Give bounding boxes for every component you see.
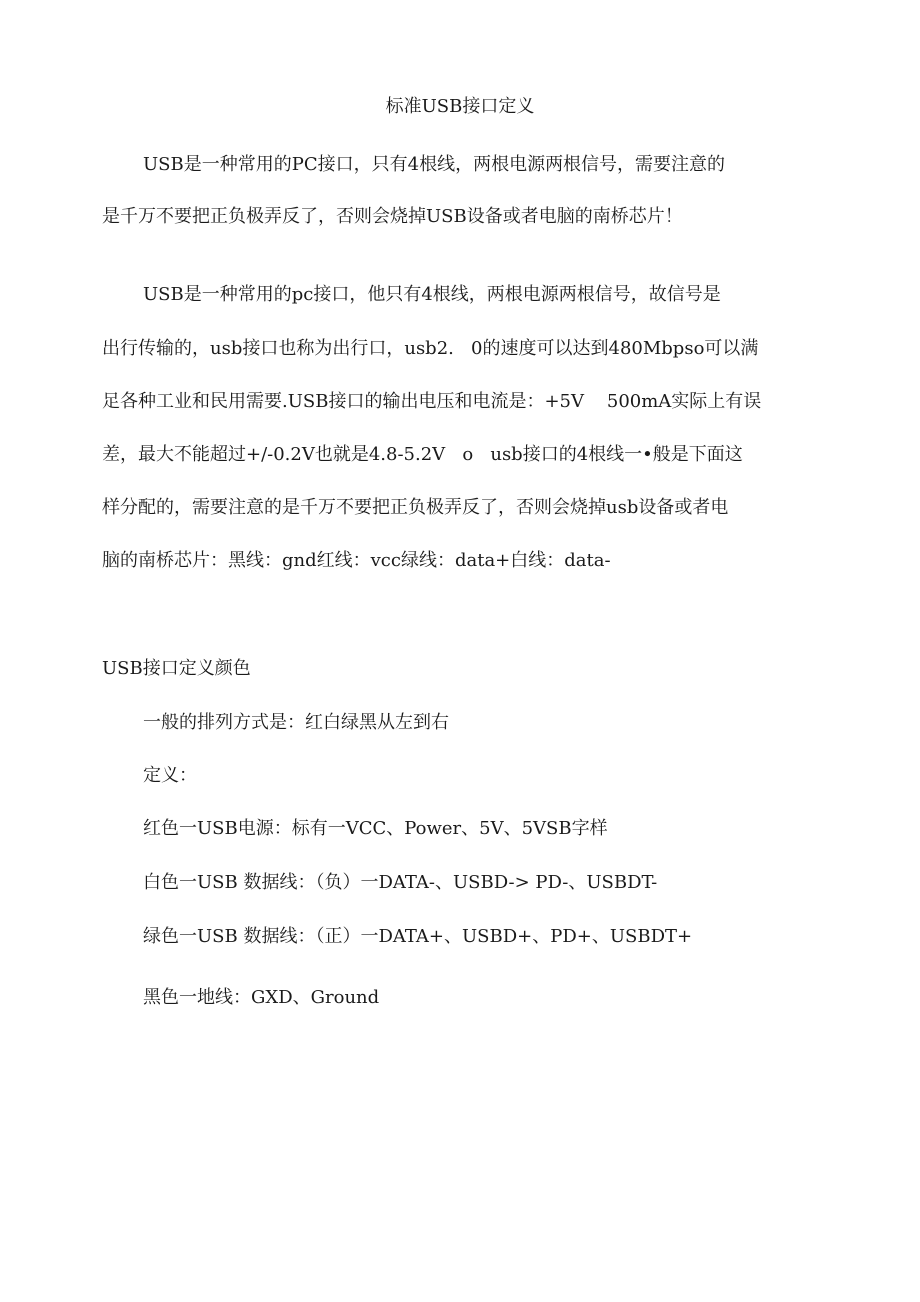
section-heading: USB接口定义颜色 [102,658,251,679]
list-item: 绿色一USB 数据线：（正）一DATA+、USBD+、PD+、USBDT+ [143,926,693,947]
list-item: 白色一USB 数据线：（负）一DATA-、USBD-> PD-、USBDT- [143,872,658,893]
paragraph-line: USB是一种常用的PC接口，只有4根线，两根电源两根信号，需要注意的 [143,154,726,175]
paragraph-line: 是千万不要把正负极弄反了，否则会烧掉USB设备或者电脑的南桥芯片！ [102,206,683,227]
list-item: 红色一USB电源：标有一VCC、Power、5V、5VSB字样 [143,818,608,839]
paragraph-line: 差，最大不能超过+/-0.2V也就是4.8-5.2V o usb接口的4根线一•般是下面这 [102,444,743,465]
paragraph-line: 脑的南桥芯片：黑线：gnd红线：vcc绿线：data+白线：data- [102,550,611,571]
paragraph-line: 样分配的，需要注意的是千万不要把正负极弄反了，否则会烧掉usb设备或者电 [102,497,729,518]
paragraph-line: USB是一种常用的pc接口，他只有4根线，两根电源两根信号，故信号是 [143,284,721,305]
paragraph-line: 出行传输的，usb接口也称为出行口，usb2. 0的速度可以达到480Mbpso可以满 [102,338,759,359]
list-item: 一般的排列方式是：红白绿黑从左到右 [143,712,449,733]
list-item: 黑色一地线：GXD、Ground [143,987,380,1008]
paragraph-line: 足各种工业和民用需要.USB接口的输出电压和电流是：+5V 500mA实际上有误 [102,391,762,412]
list-item: 定义： [143,765,197,786]
document-title: 标准USB接口定义 [385,96,535,117]
